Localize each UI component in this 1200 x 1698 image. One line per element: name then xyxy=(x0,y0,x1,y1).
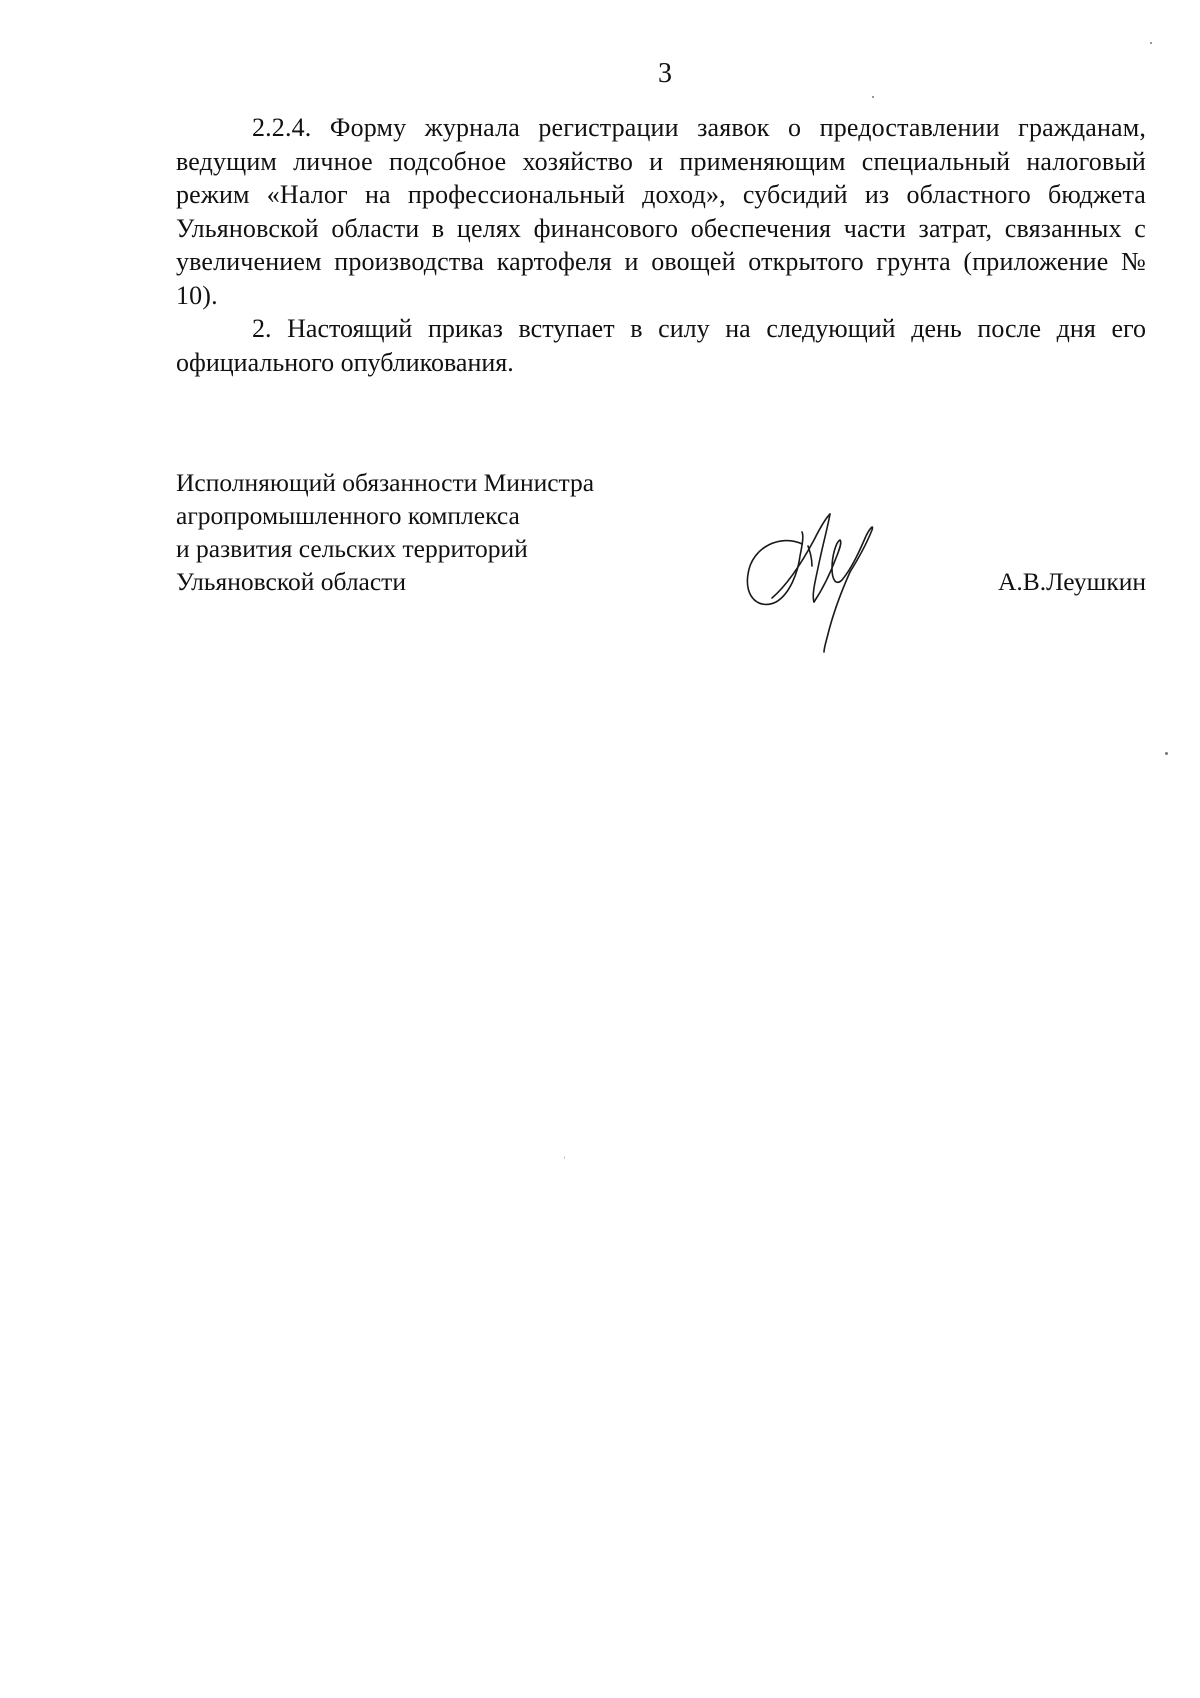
signatory-name: А.В.Леушкин xyxy=(997,567,1146,596)
handwritten-signature xyxy=(742,506,902,656)
signatory-position-line: Исполняющий обязанности Министра xyxy=(176,468,595,497)
signatory-position-line: агропромышленного комплекса xyxy=(176,501,520,530)
page-number: 3 xyxy=(658,58,672,89)
scan-speck xyxy=(872,96,874,98)
signatory-position xyxy=(176,466,736,598)
paragraph-effective-date: 2. Настоящий приказ вступает в силу на следующий день после дня его официального опубликования. xyxy=(176,314,1146,377)
document-body xyxy=(176,111,1146,379)
signatory-position-line: и развития сельских территорий xyxy=(176,534,528,563)
scan-speck xyxy=(1150,42,1152,44)
paragraph-2-2-4: 2.2.4. Форму журнала регистрации заявок о предоставлении гражданам, ведущим личное подсобное хозяйство и применяющим специальный налоговый режим «Налог на профессиональный доход», субсидий из областного бюджета Ульяновской области в целях финансового обеспечения части затрат, связанных с увеличением производства картофеля и овощей открытого грунта (приложение № 10). xyxy=(176,113,1146,310)
scan-speck xyxy=(564,1156,565,1159)
signature-block xyxy=(176,466,1146,666)
scan-speck xyxy=(1165,752,1168,755)
signatory-position-line: Ульяновской области xyxy=(176,567,406,596)
